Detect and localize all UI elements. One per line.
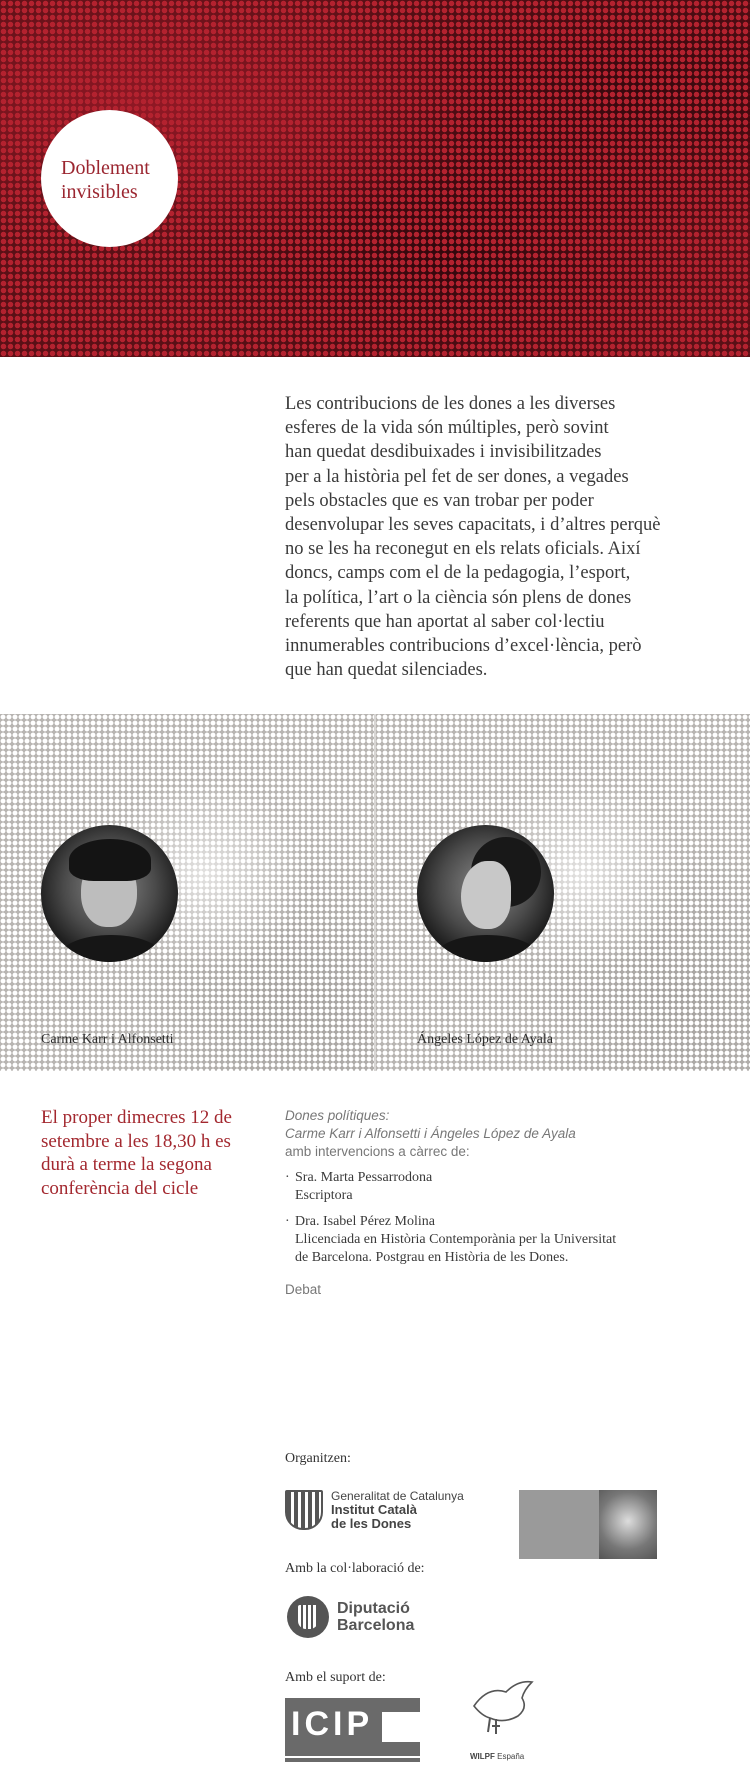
dove-icon	[468, 1676, 538, 1736]
portrait-panel	[374, 714, 750, 1071]
book-cover-logo	[519, 1490, 657, 1559]
book-cover-text-block	[519, 1490, 599, 1559]
book-cover-portrait	[599, 1490, 657, 1559]
portrait-shoulders	[61, 935, 161, 962]
support-label: Amb el suport de:	[285, 1670, 386, 1685]
portrait-panel	[0, 714, 374, 1071]
hero-title	[61, 156, 171, 204]
announcement-line: El proper dimecres 12 de	[41, 1107, 232, 1128]
announcement-line: setembre a les 18,30 h es	[41, 1130, 231, 1152]
intro-line: pels obstacles que es van trobar per poder	[285, 490, 594, 511]
portrait-caption: Carme Karr i Alfonsetti	[41, 1032, 174, 1047]
speaker-name: · Sra. Marta Pessarrodona	[295, 1170, 433, 1185]
icip-logo-text: ICIP	[291, 1705, 374, 1743]
generalitat-logo-text	[331, 1489, 464, 1531]
intro-line: esferes de la vida són múltiples, però sovint	[285, 418, 609, 439]
portrait-face	[461, 861, 511, 929]
hero-banner	[0, 0, 750, 357]
generalitat-logo	[285, 1488, 480, 1532]
hero-title-line: invisibles	[61, 181, 138, 203]
event-subtitle-names: Carme Karr i Alfonsetti i Ángeles López de Ayala	[285, 1126, 576, 1141]
announcement-line: conferència del cicle	[41, 1177, 199, 1199]
portrait-photo	[417, 825, 554, 962]
speaker-name: · Dra. Isabel Pérez Molina	[295, 1214, 435, 1229]
institute-name-line: de les Dones	[331, 1516, 412, 1531]
portrait-caption: Ángeles López de Ayala	[417, 1032, 553, 1047]
hero-title-line: Doblement	[61, 157, 150, 179]
intro-line: la política, l’art o la ciència són plens de dones	[285, 587, 632, 608]
intro-line: innumerables contribucions d’excel·lència, però	[285, 636, 642, 657]
catalan-flag-shield-icon	[285, 1490, 323, 1530]
diputacio-logo-text	[337, 1600, 414, 1634]
organizers-label: Organitzen:	[285, 1451, 351, 1466]
intro-line: no se les ha reconegut en els relats oficials. Així	[285, 539, 641, 560]
speaker-item	[285, 1213, 715, 1267]
intro-line: desenvolupar les seves capacitats, i d’altres perquè	[285, 515, 661, 536]
intro-paragraph	[285, 392, 715, 682]
portraits-band	[0, 714, 750, 1071]
icip-logo	[285, 1698, 420, 1762]
portrait-hair	[69, 839, 151, 881]
intro-line: han quedat desdibuixades i invisibilitzades	[285, 442, 602, 463]
event-title: Dones polítiques:	[285, 1108, 390, 1123]
diputacio-name-line: Barcelona	[337, 1617, 415, 1634]
speaker-role: Llicenciada en Història Contemporània per la Universitat	[295, 1232, 617, 1247]
portrait-shoulders	[437, 935, 537, 962]
generalitat-name: Generalitat de Catalunya	[331, 1489, 464, 1503]
diputacio-logo	[287, 1596, 414, 1638]
speaker-role: Escriptora	[295, 1188, 353, 1203]
wilpf-logo-text	[470, 1752, 524, 1761]
wilpf-country: España	[494, 1752, 525, 1761]
debate-label: Debat	[285, 1282, 322, 1297]
hero-title-circle	[41, 110, 178, 247]
event-intro: amb intervencions a càrrec de:	[285, 1144, 470, 1159]
collaboration-label: Amb la col·laboració de:	[285, 1561, 425, 1576]
diputacio-seal-icon	[287, 1596, 329, 1638]
event-announcement	[41, 1106, 261, 1200]
speaker-role: de Barcelona. Postgrau en Història de les Dones.	[295, 1250, 569, 1265]
diputacio-name-line: Diputació	[337, 1600, 410, 1617]
wilpf-acronym: WILPF	[470, 1752, 495, 1761]
intro-line: referents que han aportat al saber col·lectiu	[285, 611, 605, 632]
speaker-list	[285, 1169, 715, 1267]
intro-line: doncs, camps com el de la pedagogia, l’esport,	[285, 563, 631, 584]
event-details	[285, 1107, 715, 1299]
intro-line: Les contribucions de les dones a les diverses	[285, 394, 616, 414]
wilpf-logo	[464, 1676, 544, 1766]
icip-logo-underline	[285, 1758, 420, 1762]
speaker-item	[285, 1169, 715, 1205]
intro-line: per a la història pel fet de ser dones, a vegades	[285, 466, 629, 487]
portrait-photo	[41, 825, 178, 962]
intro-line: que han quedat silenciades.	[285, 660, 488, 681]
announcement-line: durà a terme la segona	[41, 1154, 212, 1175]
institute-name-line: Institut Català	[331, 1502, 417, 1517]
